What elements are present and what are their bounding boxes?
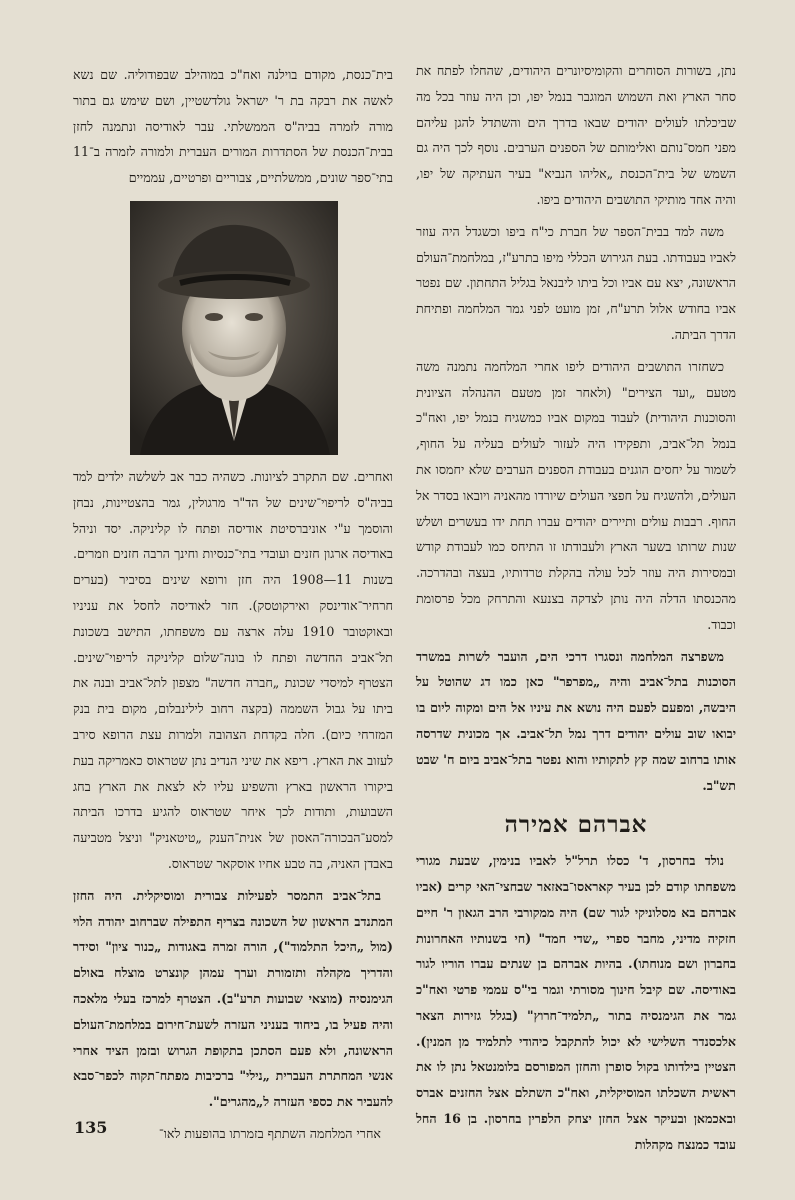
page-number: 135 [74, 1118, 108, 1137]
paragraph: בית־כנסת, מקודם בוילנה ואח"כ במוהילב שבפודוליה. שם נשא לאשה את רבקה בת ר' ישראל גולדשטיין, ושם שימש גם בתור מורה לזמרה בביה"ס הממשלתי. עבר לאודיסה ונתמנה לחזן בבית־הכנסת של הסתדרות המורים העברית ולמורה לזמרה ב־11 בתי־ספר שונים, ממשלתיים, צבוריים ופרטיים, עממיים [73, 67, 393, 186]
right-column [416, 58, 736, 1164]
left-column-top [73, 62, 393, 197]
paragraph: משה למד בבית־הספר של חברת כי"ח ביפו וכשגדל היה עוזר לאביו בעבודתו. בעת הגירוש הכללי מיפו בתרע"ז, במלחמת־העולם הראשונה, יצא עם אביו וכל ביתו ליבנאל בגליל התחתון. שם נפטר אביו בחודש אלול תרע"ח, זמן מועט לפני גמר המלחמה ופתיחת הדרך הביתה. [416, 223, 736, 342]
paragraph: אחרי המלחמה השתתף בזמרתו בהופעות לאו־ [158, 1125, 381, 1141]
paragraph: כשחזרו התושבים היהודים ליפו אחרי המלחמה נתמנה משה מטעם „ועד הצירים" (ולאחר זמן מטעם ההנהלה הציונית והסוכנות היהודית) לעבוד במקום אביו כמשגיח בנמל יפו, ואח"כ בנמל תל־אביב, ותפקידו היה לעזור לעולים בעליה על החוף, לשמור על יחסים הוגנים בעבודת הספנים הערבים שלא יחמסו את העולים, ולהשגיח על חפצי העולים שיורדו מהאניה ויובאו בסדר אל החוף. רבבות עולים ותיירים יהודים עברו תחת ידו בעשרים ושלש שנות שרותו בשער הארץ ולעבודתו זו התיחס כמו לעבודת קודש ובמסירות היה עוזר לכל עולה בהקלת טרדותיו, בעצה ובהדרכה. מהכנסתו הדלה היה נותן לצדקה בצנעא והתרחק מכל פרסומת וכבוד. [416, 358, 736, 632]
paragraph: בתל־אביב התמסר לפעילות צבורית ומוסיקלית. היה החזן המתנדב הראשון של השכונה בצריף התפילה שברחוב יהודה הלוי (מול „היכל התלמוד"), הורה זמרה באגודות „כנור ציון" וסידר והדריך מקהלה ותזמורת וערך עמהן קונצרט מוצלח באולם הגימנסיה (מוצאי שבועות תרע"ב). הצטרף למרכז בעלי מלאכה והיה פעיל בו, ביחוד בעניני העזרה לשעת־חירום במלחמת־העולם הראשונה, ולא פעם הסתכן בתקופת הגרוש ובזמן הציד אחרי אנשי המחתרת העברית „נילי" ברכיבות מפתח־תקוה לכפר־סבא להעביר את כספי העזרה ל„מהגרים". [73, 887, 393, 1110]
paragraph: נולד בחרסון, ד' כסלו תרל"ל לאביו בנימין, שבעת מגורי משפחתו קודם לכן בעיר קאראסו־באזאר שבחצי־האי קרים (אביו אברהם בא מסלוניקי לגור שם) היה ממקורבי הרב הגאון ר' חיים חזקיה מדיני, מחבר ספרי „שדי חמד" (חי בשנותיו האחרונות בחברון ושם מנוחתו). בהיות אברהם בן שנתים עברו הוריו לגור באודיסה. שם קיבל חינוך מסורתי וגמר בי"ס עממי פרטי ואח"כ גמר את הגימנסיה בתור „תלמיד־חרוץ" (בגלל גזירות הצאר אלכסנדר השלישי לא יכול להתקבל כיהודי לתלמיד מן המנין). הצטיין בילדותו בקול סופרן והחזן המפורסם בלומנטאל נתן לו את ראשית השכלתו המוסיקלית, ואח"כ השתלם אצל החזנים אברס ובאכמאן ובעיקר אצל החזן יצחק הלפרין בחרסון. בן 16 החל עובד כמנצח מקהלות [416, 853, 736, 1152]
paragraph: משפרצה המלחמה ונסגרו דרכי הים, הועבר לשרות במשרד הסוכנות בתל־אביב והיה „מפרפר" כאן כמו דג שהוטל על היבשה, ומפעם לפעם היה נושא את עיניו אל הים ומקוה ליום בו יבואו שוב עולים יהודים דרך נמל תל־אביב. אך מכונית שדרסה אותו ברחוב שמה קץ לתקותיו והוא נפטר בתל־אביב ביום ח' שבט תש"ב. [416, 648, 736, 793]
paragraph: ואחרים. שם התקרב לציונות. כשהיה כבר אב לשלשה ילדים למד בביה"ס לריפוי־שינים של הד"ר מרגולין, גמר בהצטיינות, נבחן והוסמך ע"י אוניברסיטת אודיסה ופתח לו קליניקה. יסד וניהל באודיסה ארגון חזנים ועובדי בתי־כנסיות וחינך הרבה חזנים וזמרים. בשנות 11—1908 היה חזן ורופא שינים בסיביר (בערים חרחיר־אודינסק ואירקוטסק). חזר לאודיסה לחסל את עניניו ובאוקטובר 1910 עלה ארצה עם משפחתו, התישב בשכונת תל־אביב החדשה ופתח לו בונה־שלום קליניקה לריפוי־שינים. הצטרף למיסדי שכונת „חברה חדשה" מצפון לתל־אביב ובנה את ביתו על גבול השממה (בקצה רחוב לילינבלום, מקום בית בנק המזרחי כיום). חלה בקדחת הצהובה ולמרות עצת הרופא סירב לעזוב את הארץ. ריפא את שיני הנדיב נתן שטראוס כאמריקה בעת ביקורו הראשון בארץ והשפיע עליו לא לצאת את הארץ בחג השבועות, ותודות לכך איחר שטראוס להגיע בדרכו הביתה למסע־הבכורה־האסון של אנית־הענק „טיטאניק" וניצל מטביעה באבדן האניה, בה טבע אחיו אוסקאר שטראוס. [73, 469, 393, 871]
portrait-photo [130, 201, 338, 455]
section-heading: אברהם אמירה [504, 811, 648, 839]
left-column-bottom [73, 464, 393, 1153]
paragraph: נתן, בשורות הסוחרים והקומיסיונרים היהודים, שהחלו לפתח את סחר הארץ ואת השמוש המוגבר בנמל יפו, וכן היה עוזר בכל מה שביכלתו לעולים יהודים שבאו בדרך הים והשתדל להגן עליהם מפני חמס־נותם ואלימותם של הספנים הערבים. נוסף לכך היה גם השמש של בית־הכנסת „אליהו הנביא" בעיר העתיקה של יפו, והיה אחד מותיקי התושבים היהודים ביפו. [416, 63, 736, 207]
